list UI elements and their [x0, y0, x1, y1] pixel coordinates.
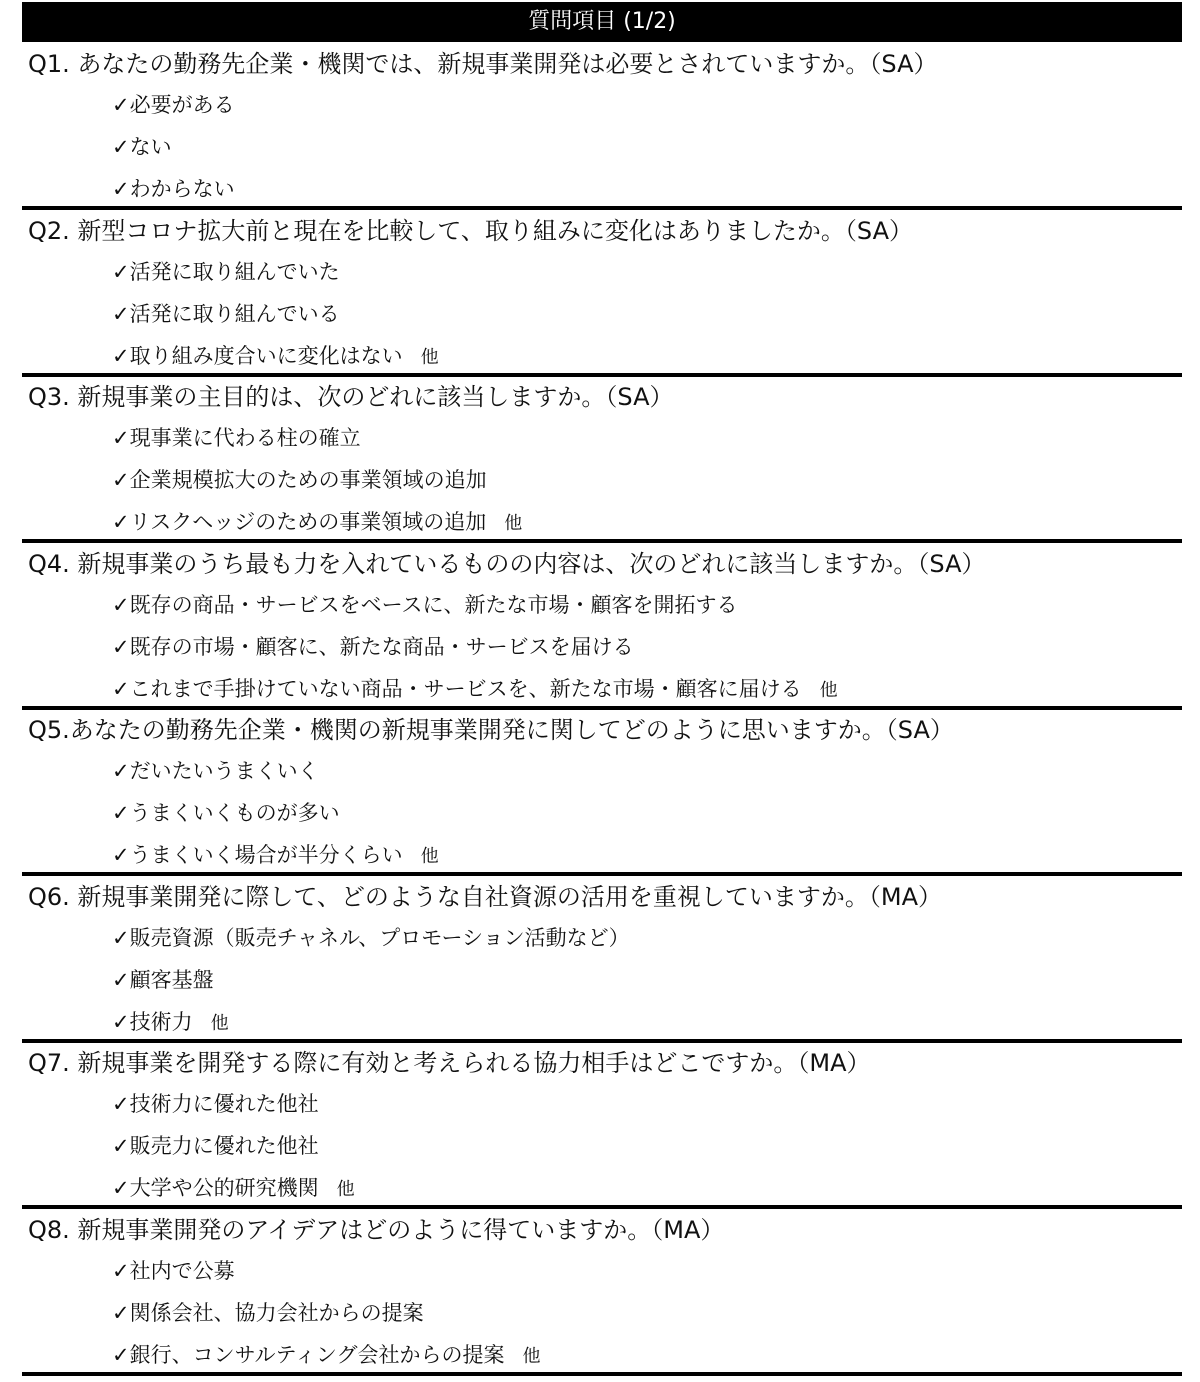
answer-option	[112, 169, 235, 209]
answer-option-label: だいたいうまくいく	[129, 759, 319, 783]
answer-option-label: 取り組み度合いに変化はない	[129, 343, 403, 368]
answer-option	[112, 627, 634, 667]
answer-option	[112, 460, 487, 500]
answer-option	[112, 1335, 540, 1375]
answer-option-label: 企業規模拡大のための事業領域の追加	[129, 468, 487, 492]
answer-option	[112, 669, 838, 709]
answer-option	[112, 1002, 229, 1042]
other-label: 他	[420, 846, 439, 867]
checkmark-icon: ✓	[112, 801, 130, 825]
section-divider	[22, 1205, 1182, 1209]
checkmark-icon: ✓	[112, 1009, 130, 1034]
answer-option-label: 現事業に代わる柱の確立	[129, 426, 361, 450]
checkmark-icon: ✓	[112, 510, 130, 534]
checkmark-icon: ✓	[112, 426, 130, 450]
answer-option	[112, 835, 439, 875]
answer-option-label: 必要がある	[129, 93, 235, 117]
answer-option	[112, 1293, 424, 1333]
question-text: Q4. 新規事業のうち最も力を入れているものの内容は、次のどれに該当しますか。（SA）	[28, 549, 986, 578]
section-divider	[22, 373, 1182, 377]
question-text: Q2. 新型コロナ拡大前と現在を比較して、取り組みに変化はありましたか。（SA）	[28, 216, 914, 245]
question-text: Q3. 新規事業の主目的は、次のどれに該当しますか。（SA）	[28, 383, 674, 411]
answer-option-label: 関係会社、協力会社からの提案	[129, 1300, 424, 1325]
section-divider	[22, 539, 1182, 543]
answer-option-label: 販売力に優れた他社	[129, 1134, 319, 1158]
answer-option-label: わからない	[129, 177, 235, 201]
answer-option	[112, 751, 319, 791]
question-text: Q7. 新規事業を開発する際に有効と考えられる協力相手はどこですか。（MA）	[28, 1049, 871, 1077]
checkmark-icon: ✓	[112, 634, 130, 659]
answer-option	[112, 336, 439, 376]
checkmark-icon: ✓	[112, 259, 130, 284]
checkmark-icon: ✓	[112, 1258, 130, 1283]
answer-option	[112, 1168, 355, 1208]
other-label: 他	[819, 679, 838, 701]
section-divider	[22, 206, 1182, 210]
question-section-q6	[22, 877, 1182, 1043]
answer-option	[112, 252, 340, 292]
checkmark-icon: ✓	[112, 1134, 130, 1158]
answer-option-label: 技術力に優れた他社	[129, 1092, 319, 1116]
checkmark-icon: ✓	[112, 1092, 130, 1116]
checkmark-icon: ✓	[112, 676, 130, 701]
answer-option-label: 社内で公募	[129, 1258, 235, 1283]
answer-option	[112, 127, 172, 167]
answer-option-label: 顧客基盤	[129, 967, 214, 992]
checkmark-icon: ✓	[112, 1342, 130, 1367]
answer-option	[112, 1084, 319, 1124]
checkmark-icon: ✓	[112, 301, 130, 326]
checkmark-icon: ✓	[112, 93, 130, 117]
checkmark-icon: ✓	[112, 967, 130, 992]
checkmark-icon: ✓	[112, 1300, 130, 1325]
question-text: Q5.あなたの勤務先企業・機関の新規事業開発に関してどのように思いますか。（SA）	[28, 716, 954, 744]
answer-option-label: うまくいく場合が半分くらい	[129, 843, 403, 867]
question-text: Q6. 新規事業開発に際して、どのような自社資源の活用を重視していますか。（MA）	[28, 882, 943, 911]
section-divider	[22, 872, 1182, 876]
checkmark-icon: ✓	[112, 759, 130, 783]
answer-option-label: これまで手掛けていない商品・サービスを、新たな市場・顧客に届ける	[129, 676, 802, 701]
answer-option-label: リスクヘッジのための事業領域の追加	[129, 510, 487, 534]
answer-option	[112, 502, 522, 542]
answer-option-label: 活発に取り組んでいた	[129, 259, 340, 284]
answer-option	[112, 1251, 235, 1291]
answer-option-label: 技術力	[129, 1009, 193, 1034]
question-text: Q1. あなたの勤務先企業・機関では、新規事業開発は必要とされていますか。（SA）	[28, 50, 938, 78]
question-section-q7	[22, 1043, 1182, 1209]
checkmark-icon: ✓	[112, 135, 130, 159]
answer-option	[112, 960, 214, 1000]
question-section-q4	[22, 544, 1182, 710]
answer-option	[112, 418, 361, 458]
checkmark-icon: ✓	[112, 843, 130, 867]
question-section-q2	[22, 211, 1182, 377]
section-divider	[22, 706, 1182, 710]
answer-option-label: うまくいくものが多い	[129, 801, 340, 825]
checkmark-icon: ✓	[112, 343, 130, 368]
section-divider	[22, 1372, 1182, 1376]
answer-option-label: 活発に取り組んでいる	[129, 301, 340, 326]
answer-option-label: ない	[129, 135, 172, 159]
answer-option-label: 銀行、コンサルティング会社からの提案	[129, 1342, 505, 1367]
checkmark-icon: ✓	[112, 177, 130, 201]
answer-option-label: 既存の商品・サービスをベースに、新たな市場・顧客を開拓する	[129, 592, 738, 617]
question-section-q8	[22, 1210, 1182, 1376]
answer-option-label: 大学や公的研究機関	[129, 1176, 319, 1200]
answer-option	[112, 585, 738, 625]
section-divider	[22, 1039, 1182, 1043]
checkmark-icon: ✓	[112, 1176, 130, 1200]
answer-option	[112, 85, 235, 125]
other-label: 他	[504, 513, 523, 534]
answer-option-label: 既存の市場・顧客に、新たな商品・サービスを届ける	[129, 634, 634, 659]
question-section-q5	[22, 710, 1182, 876]
question-section-q1	[22, 44, 1182, 210]
answer-option	[112, 294, 340, 334]
checkmark-icon: ✓	[112, 592, 130, 617]
other-label: 他	[210, 1012, 229, 1034]
other-label: 他	[522, 1345, 541, 1367]
other-label: 他	[336, 1179, 355, 1200]
answer-option	[112, 918, 630, 958]
question-text: Q8. 新規事業開発のアイデアはどのように得ていますか。（MA）	[28, 1215, 725, 1244]
answer-option	[112, 793, 340, 833]
checkmark-icon: ✓	[112, 468, 130, 492]
answer-option	[112, 1126, 319, 1166]
page-title: 質問項目 (1/2)	[22, 2, 1182, 42]
answer-option-label: 販売資源（販売チャネル、プロモーション活動など）	[129, 925, 630, 950]
checkmark-icon: ✓	[112, 925, 130, 950]
other-label: 他	[420, 346, 439, 368]
question-section-q3	[22, 377, 1182, 543]
